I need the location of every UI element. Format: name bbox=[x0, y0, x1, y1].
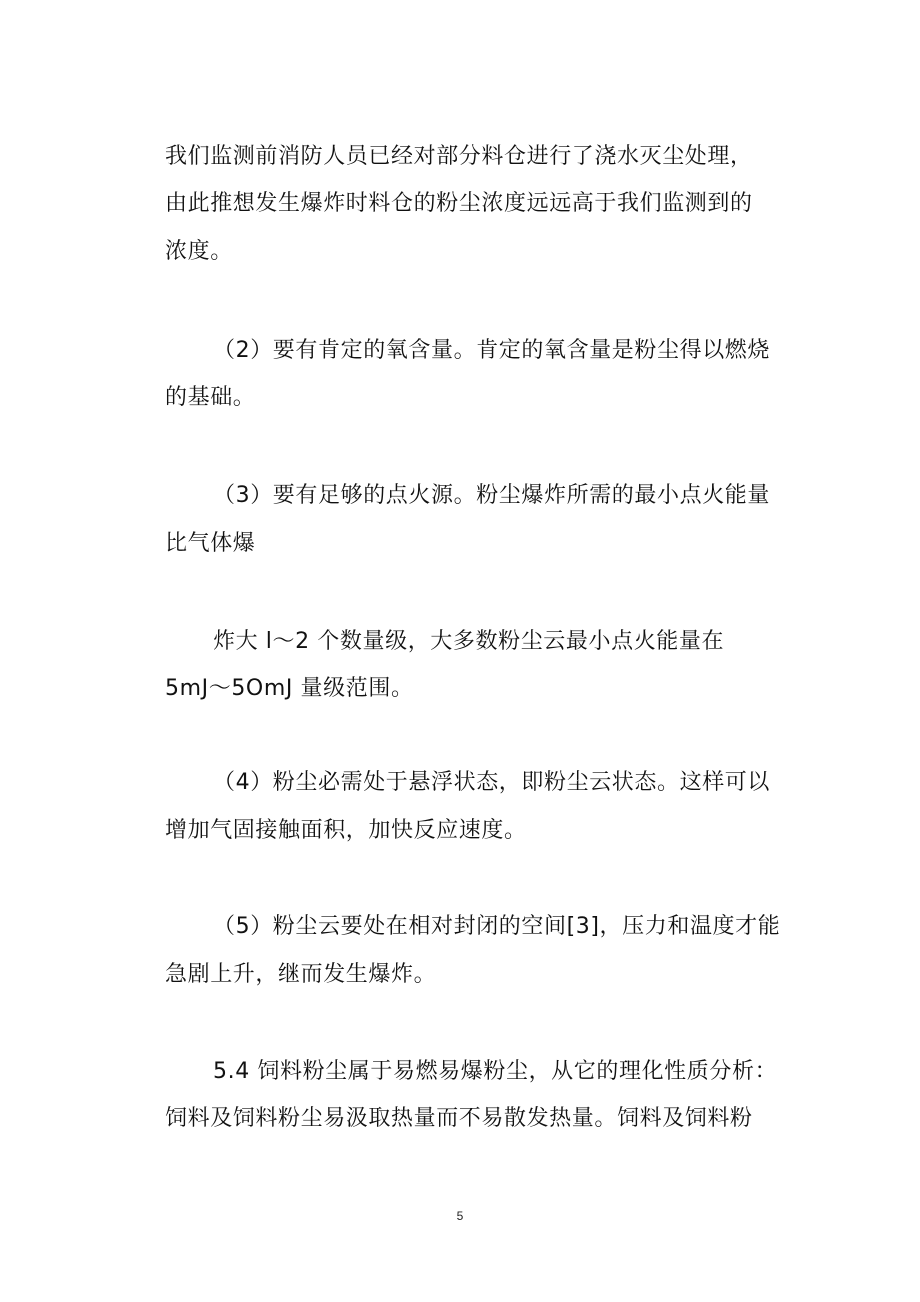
paragraph-line: 饲料及饲料粉尘易汲取热量而不易散发热量。饲料及饲料粉 bbox=[165, 1106, 753, 1131]
paragraph-line: （4）粉尘必需处于悬浮状态，即粉尘云状态。这样可以 bbox=[213, 770, 770, 795]
page-number: 5 bbox=[456, 1209, 464, 1223]
paragraph-line: 的基础。 bbox=[165, 385, 256, 410]
paragraph-line: 增加气固接触面积，加快反应速度。 bbox=[165, 818, 527, 843]
paragraph-line: 我们监测前消防人员已经对部分料仓进行了浇水灭尘处理， bbox=[165, 144, 753, 169]
paragraph-line: （3）要有足够的点火源。粉尘爆炸所需的最小点火能量 bbox=[213, 483, 770, 508]
paragraph-line: 5.4 饲料粉尘属于易燃易爆粉尘，从它的理化性质分析： bbox=[213, 1059, 778, 1084]
paragraph-line: 比气体爆 bbox=[165, 531, 256, 556]
paragraph-line: （5）粉尘云要处在相对封闭的空间[3]，压力和温度才能 bbox=[213, 914, 781, 939]
paragraph-line: 浓度。 bbox=[165, 239, 233, 264]
paragraph-line: 炸大 l～2 个数量级，大多数粉尘云最小点火能量在 bbox=[213, 629, 725, 654]
paragraph-line: 由此推想发生爆炸时料仓的粉尘浓度远远高于我们监测到的 bbox=[165, 191, 753, 216]
paragraph-line: 急剧上升，继而发生爆炸。 bbox=[165, 962, 437, 987]
paragraph-line: （2）要有肯定的氧含量。肯定的氧含量是粉尘得以燃烧 bbox=[213, 338, 770, 363]
paragraph-line: 5mJ～5OmJ 量级范围。 bbox=[165, 676, 414, 701]
